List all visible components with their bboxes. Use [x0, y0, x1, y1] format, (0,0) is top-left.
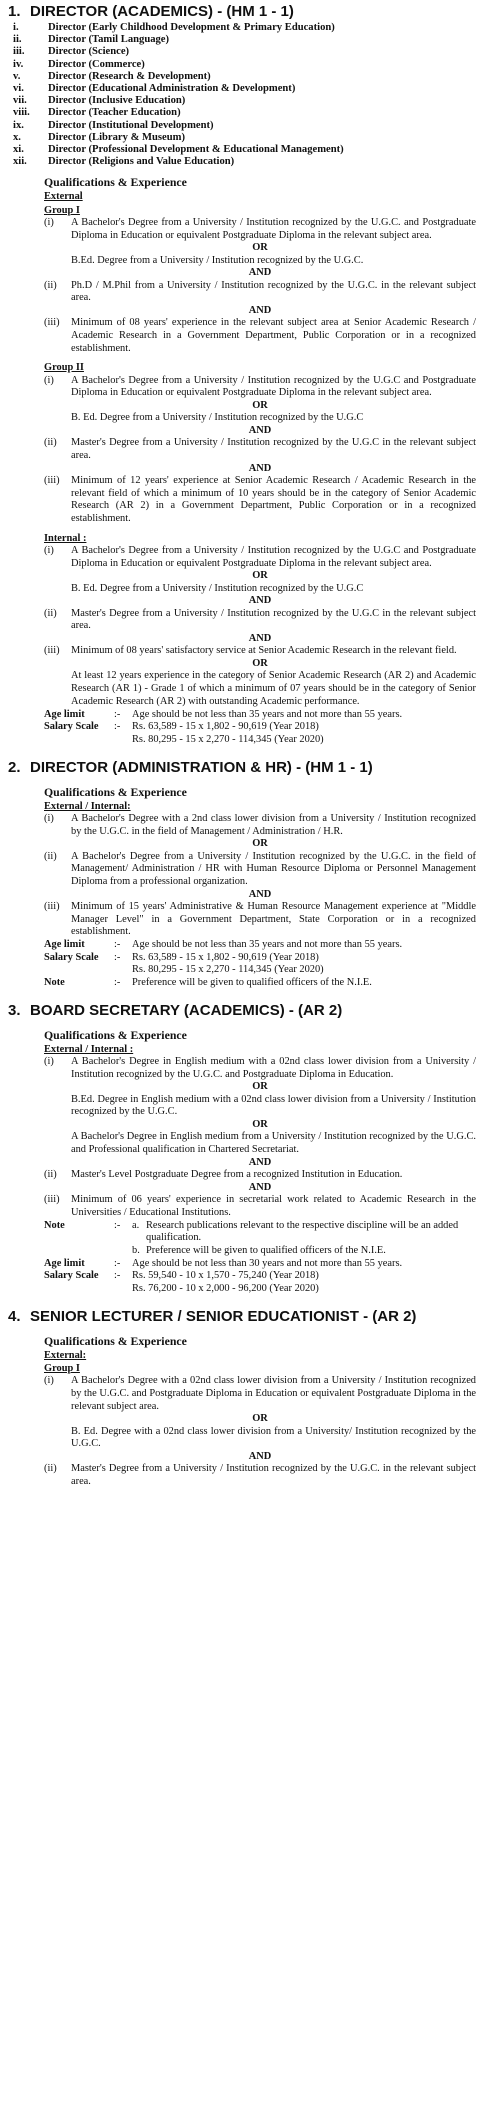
section-2-heading [8, 758, 476, 778]
and-separator: AND [248, 1156, 272, 1168]
group-1-heading: Group I [44, 1362, 80, 1374]
director-list-item [13, 120, 476, 132]
age-limit: Age limit :- Age should be not less than 35 years and not more than 55 years. [44, 939, 403, 951]
director-list-item [13, 132, 476, 144]
director-list-item [13, 59, 476, 71]
list-text: Director (Early Childhood Development & Primary Education) [48, 22, 335, 33]
director-list-item [13, 71, 476, 83]
requirement-alternative: B. Ed. Degree with a 02nd class lower division from a University/ Institution recognized by the U.G.C. [71, 1425, 476, 1450]
section-4-heading [8, 1307, 476, 1327]
requirement-item: (ii) A Bachelor's Degree from a University / Institution recognized by the U.G.C. in the field of Management/ Administration / HR with Human Resource Diploma or Personnel Management Diploma from a professional organization. [44, 850, 476, 887]
external-heading: External: [44, 1349, 87, 1361]
list-text: Director (Educational Administration & Development) [48, 83, 296, 95]
requirement-item: (iii) Minimum of 06 years' experience in secretarial work related to Academic Research in the Universities / Educational Institutions. [44, 1194, 476, 1218]
section-title: SENIOR LECTURER / SENIOR EDUCATIONIST - (AR 2) [30, 1307, 417, 1325]
list-text: Director (Tamil Language) [48, 34, 170, 46]
qualifications-heading: Qualifications & Experience [44, 175, 187, 190]
age-limit: Age limit :- Age should be not less than 30 years and not more than 55 years. [44, 1257, 403, 1269]
or-separator: OR [252, 658, 268, 670]
list-numeral: viii. [13, 107, 30, 119]
requirement-alternative: B.Ed. Degree from a University / Institution recognized by the U.G.C. [71, 254, 364, 266]
requirement-item: (i) A Bachelor's Degree with a 02nd class lower division from a University / Institution recognized by the U.G.C. and Postgraduate Diploma in Education or equivalent Postgraduate Diploma in the relevant subject area. [44, 1375, 476, 1412]
section-title: BOARD SECRETARY (ACADEMICS) - (AR 2) [30, 1001, 343, 1019]
external-internal-heading: External / Internal : [44, 1043, 134, 1055]
and-separator: AND [248, 1451, 272, 1462]
requirement-item: (ii) Master's Degree from a University / Institution recognized by the U.G.C. in the relevant subject area. [44, 1463, 476, 1487]
list-numeral: ii. [13, 34, 22, 46]
list-numeral: vi. [13, 83, 24, 95]
section-title: DIRECTOR (ACADEMICS) - (HM 1 - 1) [30, 3, 294, 20]
director-list-item [13, 22, 476, 34]
list-text: Director (Religions and Value Education) [48, 156, 235, 168]
section-1-heading [8, 2, 476, 22]
qualifications-heading: Qualifications & Experience [44, 1333, 187, 1348]
section-number: 3. [8, 1001, 21, 1019]
list-numeral: iii. [13, 46, 25, 58]
list-text: Director (Institutional Development) [48, 119, 214, 131]
list-numeral: ix. [13, 119, 24, 131]
list-text: Director (Professional Development & Educational Management) [48, 144, 344, 156]
director-list-item [13, 144, 476, 156]
list-numeral: xi. [13, 144, 24, 156]
requirement-alternative: B.Ed. Degree in English medium with a 02nd class lower division from a University / Institution recognized by the U.G.C. [71, 1093, 476, 1118]
requirement-alternative: A Bachelor's Degree in English medium from a University / Institution recognized by the U.G.C. and Professional qualification in Chartered Secretariat. [71, 1131, 476, 1156]
requirement-item: (iii) Minimum of 08 years' satisfactory service at Senior Academic Research in the relevant field. [44, 645, 457, 657]
or-separator: OR [252, 242, 268, 254]
list-numeral: vii. [13, 95, 27, 107]
section-title: DIRECTOR (ADMINISTRATION & HR) - (HM 1 - 1) [30, 758, 373, 776]
and-separator: AND [248, 462, 272, 474]
director-list [13, 22, 476, 168]
external-internal-heading: External / Internal: [44, 800, 131, 812]
requirement-item: (ii) Master's Level Postgraduate Degree from a recognized Institution in Education. [44, 1169, 403, 1181]
and-separator: AND [248, 633, 272, 645]
and-separator: AND [248, 595, 272, 607]
director-list-item [13, 107, 476, 119]
and-separator: AND [248, 267, 272, 279]
requirement-item: (i) A Bachelor's Degree with a 2nd class lower division from a University / Institution recognized by the U.G.C. in the field of Management / Administration / H.R. [44, 812, 476, 837]
section-3-heading [8, 1001, 476, 1021]
requirement-item: (i) A Bachelor's Degree from a University / Institution recognized by the U.G.C and Postgraduate Diploma in Education or equivalent Postgraduate Diploma in the relevant subject area. [44, 374, 476, 399]
and-separator: AND [248, 304, 272, 316]
or-separator: OR [252, 838, 268, 850]
or-separator: OR [252, 1119, 268, 1131]
director-list-item [13, 34, 476, 46]
requirement-alternative: B. Ed. Degree from a University / Institution recognized by the U.G.C [71, 412, 364, 424]
requirement-item: (i) A Bachelor's Degree from a University / Institution recognized by the U.G.C and Postgraduate Diploma in Education or equivalent Postgraduate Diploma in the relevant subject area. [44, 544, 476, 569]
requirement-item: (iii) Minimum of 15 years' Administrative & Human Resource Management experience at "Middle Manager Level" in a Government Department, State Corporation or in a recognized establishment. [44, 900, 476, 938]
requirement-item: (iii) Minimum of 12 years' experience at Senior Academic Research / Academic Research in the relevant field of which a minimum of 10 years should be in the category of Senior Academic Research (AR 2) in a Government Department, Public Corporation or in a recognized establishment. [44, 474, 476, 525]
salary-scale: Salary Scale :- Rs. 59,540 - 10 x 1,570 - 75,240 (Year 2018) Rs. 76,200 - 10 x 2,000 - 96,200 (Year 2020) [44, 1270, 319, 1295]
and-separator: AND [248, 424, 272, 436]
qualifications-heading: Qualifications & Experience [44, 1027, 187, 1042]
section-number: 2. [8, 758, 21, 776]
requirement-alternative: At least 12 years experience in the category of Senior Academic Research (AR 2) and Academic Research (AR 1) - Grade 1 of which a minimum of 07 years should be in the category of Senior Academic Research (AR 2) with outstanding Academic performance. [71, 670, 476, 707]
or-separator: OR [252, 1413, 268, 1425]
requirement-alternative: B. Ed. Degree from a University / Institution recognized by the U.G.C [71, 582, 364, 594]
director-list-item [13, 83, 476, 95]
or-separator: OR [252, 399, 268, 411]
section-number: 4. [8, 1307, 21, 1325]
list-numeral: x. [13, 131, 21, 143]
requirement-item: (i) A Bachelor's Degree in English medium with a 02nd class lower division from a University / Institution recognized by the U.G.C. and Postgraduate Diploma in Education. [44, 1056, 476, 1080]
age-limit: Age limit :- Age should be not less than 35 years and not more than 55 years. [44, 708, 403, 720]
or-separator: OR [252, 570, 268, 582]
and-separator: AND [248, 888, 272, 900]
group-2-heading: Group II [44, 362, 84, 374]
list-text: Director (Teacher Education) [48, 107, 181, 119]
list-numeral: iv. [13, 58, 24, 70]
section-number: 1. [8, 3, 21, 20]
list-text: Director (Library & Museum) [48, 131, 185, 143]
list-numeral: xii. [13, 156, 27, 168]
requirement-item: (ii) Master's Degree from a University / Institution recognized by the U.G.C in the relevant subject area. [44, 607, 476, 632]
internal-heading: Internal : [44, 532, 87, 544]
qualifications-heading: Qualifications & Experience [44, 784, 187, 799]
list-text: Director (Science) [48, 46, 130, 58]
list-text: Director (Research & Development) [48, 70, 211, 82]
requirement-item: (ii) Ph.D / M.Phil from a University / Institution recognized by the U.G.C. in the relevant subject area. [44, 279, 476, 304]
salary-scale: Salary Scale :- Rs. 63,589 - 15 x 1,802 - 90,619 (Year 2018) Rs. 80,295 - 15 x 2,270 - 114,345 (Year 2020) [44, 721, 324, 745]
director-list-item [13, 46, 476, 58]
note: Note :- Preference will be given to qualified officers of the N.I.E. [44, 977, 372, 989]
list-text: Director (Commerce) [48, 58, 145, 70]
requirement-item: (ii) Master's Degree from a University / Institution recognized by the U.G.C in the relevant subject area. [44, 437, 476, 461]
and-separator: AND [248, 1181, 272, 1193]
list-text: Director (Inclusive Education) [48, 95, 186, 107]
requirement-item: (i) A Bachelor's Degree from a University / Institution recognized by the U.G.C. and Postgraduate Diploma in Education or equivalent Postgraduate Diploma in the relevant subject area. [44, 216, 476, 241]
director-list-item [13, 156, 476, 168]
requirement-item: (iii) Minimum of 08 years' experience in the relevant subject area at Senior Academic Research / Academic Research in a Government Department, Public Corporation or in a recognized establishment. [44, 317, 476, 354]
list-numeral: v. [13, 70, 21, 82]
external-heading: External [44, 191, 83, 203]
note: Note :- a. Research publications relevant to the respective discipline will be an added qualification. b. Preference will be given to qualified officers of the N.I.E. [44, 1219, 459, 1256]
salary-scale: Salary Scale :- Rs. 63,589 - 15 x 1,802 - 90,619 (Year 2018) Rs. 80,295 - 15 x 2,270 - 114,345 (Year 2020) [44, 951, 324, 976]
list-numeral: i. [13, 22, 19, 33]
director-list-item [13, 95, 476, 107]
group-1-heading: Group I [44, 204, 80, 216]
or-separator: OR [252, 1081, 268, 1093]
